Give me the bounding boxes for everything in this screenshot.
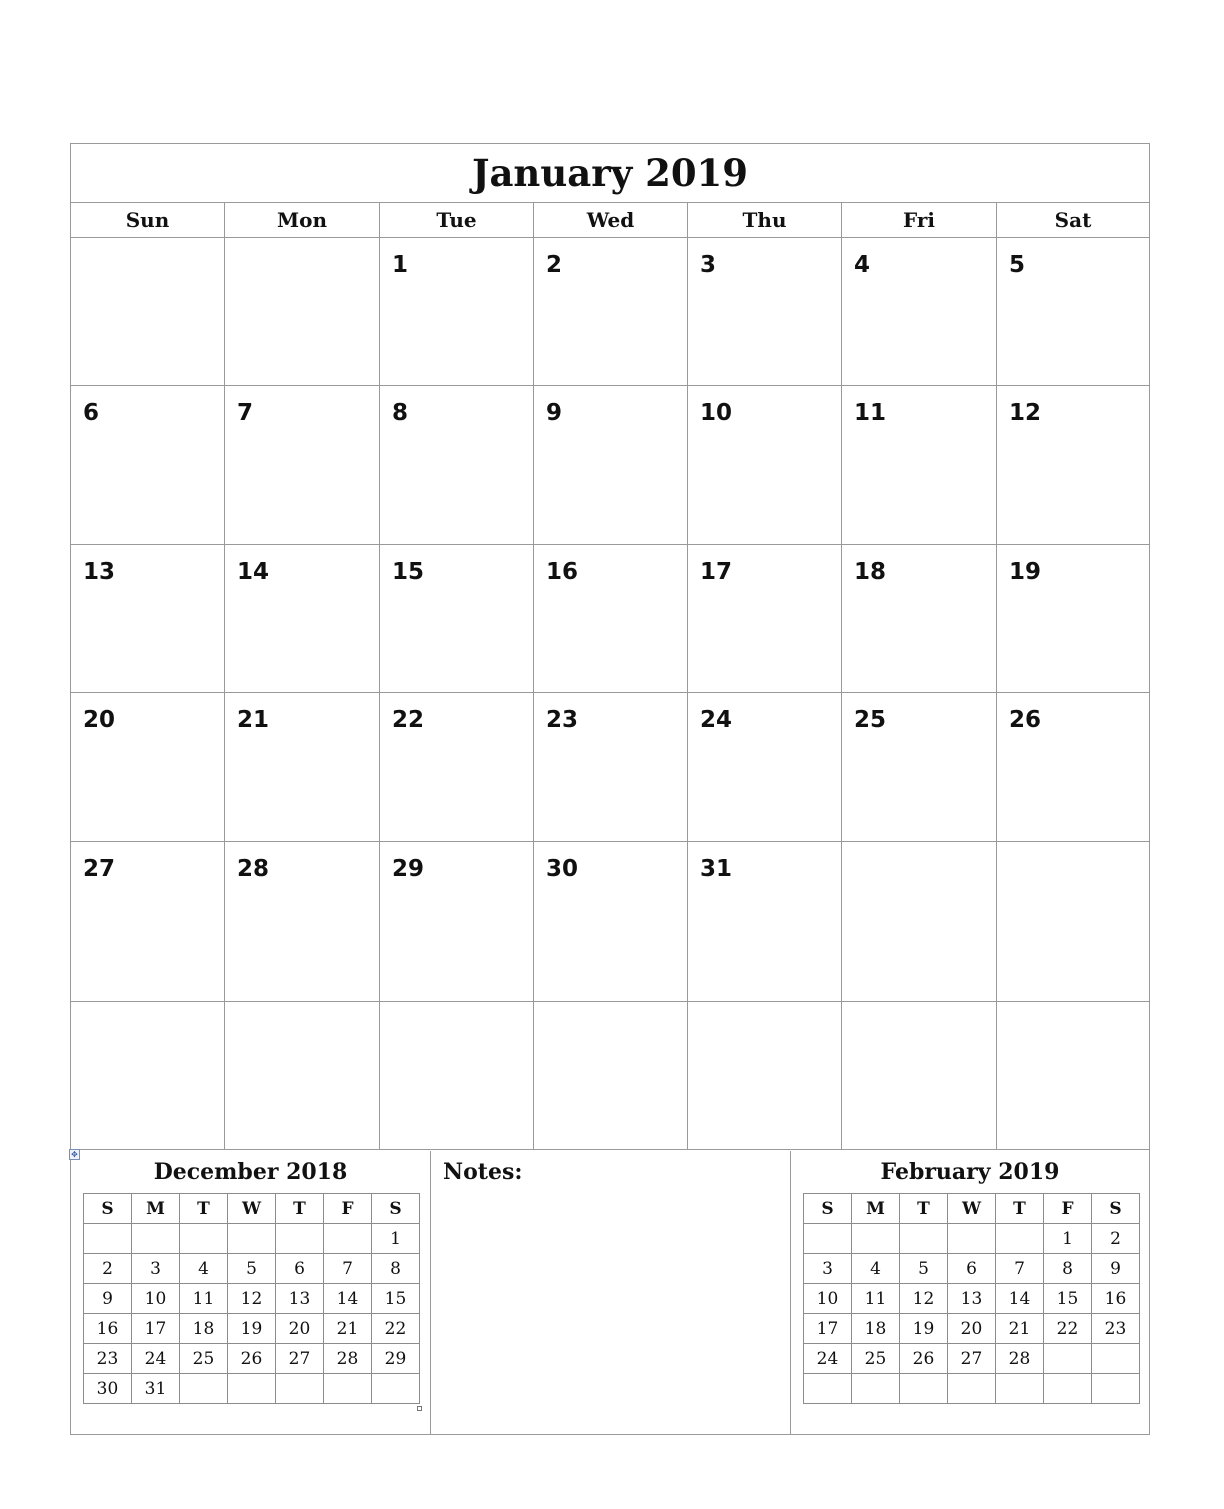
day-cell[interactable] — [225, 693, 380, 841]
day-number: 24 — [700, 707, 733, 733]
weekday-header: Fri — [842, 203, 997, 237]
mini-day-cell — [276, 1224, 324, 1254]
next-month-table — [803, 1193, 1140, 1404]
day-number: 30 — [546, 856, 579, 882]
calendar-title: January 2019 — [71, 144, 1149, 203]
mini-weekday-header: T — [996, 1194, 1044, 1224]
day-number: 1 — [392, 252, 409, 278]
day-number: 20 — [83, 707, 116, 733]
day-number: 5 — [1009, 252, 1026, 278]
day-cell[interactable] — [534, 693, 688, 841]
mini-weekday-header: W — [228, 1194, 276, 1224]
mini-week-row — [804, 1374, 1140, 1404]
day-cell[interactable] — [688, 1002, 842, 1149]
mini-day-cell: 8 — [1044, 1254, 1092, 1284]
mini-day-cell: 2 — [84, 1254, 132, 1284]
table-resize-handle-icon[interactable] — [417, 1406, 422, 1411]
day-cell[interactable] — [842, 386, 997, 544]
mini-weekday-header: S — [1092, 1194, 1140, 1224]
mini-day-cell: 9 — [84, 1284, 132, 1314]
mini-day-cell: 3 — [804, 1254, 852, 1284]
day-number: 19 — [1009, 559, 1042, 585]
mini-day-cell: 13 — [276, 1284, 324, 1314]
mini-week-row — [84, 1374, 420, 1404]
mini-day-cell — [804, 1374, 852, 1404]
day-cell[interactable] — [225, 545, 380, 692]
day-number: 8 — [392, 400, 409, 426]
mini-day-cell: 26 — [900, 1344, 948, 1374]
mini-day-cell: 28 — [324, 1344, 372, 1374]
mini-week-row — [84, 1284, 420, 1314]
mini-day-cell — [852, 1224, 900, 1254]
mini-day-cell: 9 — [1092, 1254, 1140, 1284]
day-cell[interactable] — [842, 238, 997, 385]
day-cell[interactable] — [380, 545, 534, 692]
day-number: 11 — [854, 400, 887, 426]
mini-week-row — [804, 1284, 1140, 1314]
mini-day-cell: 28 — [996, 1344, 1044, 1374]
day-number: 16 — [546, 559, 579, 585]
mini-weekday-header: F — [1044, 1194, 1092, 1224]
mini-day-cell — [276, 1374, 324, 1404]
mini-day-cell: 25 — [852, 1344, 900, 1374]
day-cell[interactable] — [688, 238, 842, 385]
day-number: 31 — [700, 856, 733, 882]
day-cell[interactable] — [534, 1002, 688, 1149]
day-cell[interactable] — [997, 1002, 1149, 1149]
day-number: 15 — [392, 559, 425, 585]
day-cell[interactable] — [997, 693, 1149, 841]
mini-weekday-header: T — [900, 1194, 948, 1224]
table-move-handle-icon[interactable]: ✥ — [69, 1149, 80, 1160]
day-cell[interactable] — [534, 238, 688, 385]
mini-day-cell: 6 — [948, 1254, 996, 1284]
day-cell[interactable] — [842, 842, 997, 1001]
mini-day-cell: 30 — [84, 1374, 132, 1404]
mini-day-cell: 23 — [1092, 1314, 1140, 1344]
day-number: 29 — [392, 856, 425, 882]
month-calendar — [70, 143, 1150, 1435]
day-cell[interactable] — [534, 386, 688, 544]
day-cell[interactable] — [380, 693, 534, 841]
mini-day-cell: 18 — [852, 1314, 900, 1344]
bottom-section — [71, 1151, 1149, 1434]
weekday-header-row — [71, 203, 1149, 238]
mini-day-cell: 26 — [228, 1344, 276, 1374]
mini-day-cell — [948, 1374, 996, 1404]
mini-day-cell: 12 — [900, 1284, 948, 1314]
week-row — [71, 842, 1149, 1002]
week-row — [71, 386, 1149, 545]
mini-day-cell: 19 — [900, 1314, 948, 1344]
day-number: 27 — [83, 856, 116, 882]
mini-day-cell: 10 — [804, 1284, 852, 1314]
prev-month-table — [83, 1193, 420, 1404]
mini-day-cell — [996, 1374, 1044, 1404]
mini-day-cell — [1044, 1374, 1092, 1404]
mini-day-cell — [1092, 1344, 1140, 1374]
week-row — [71, 545, 1149, 693]
mini-weekday-header: T — [180, 1194, 228, 1224]
mini-day-cell — [324, 1224, 372, 1254]
mini-weekday-header: T — [276, 1194, 324, 1224]
mini-day-cell: 17 — [132, 1314, 180, 1344]
mini-day-cell: 13 — [948, 1284, 996, 1314]
mini-day-cell: 17 — [804, 1314, 852, 1344]
mini-day-cell: 1 — [1044, 1224, 1092, 1254]
mini-day-cell: 11 — [852, 1284, 900, 1314]
mini-day-cell: 31 — [132, 1374, 180, 1404]
mini-day-cell: 21 — [324, 1314, 372, 1344]
mini-day-cell: 25 — [180, 1344, 228, 1374]
mini-day-cell: 15 — [372, 1284, 420, 1314]
day-number: 6 — [83, 400, 100, 426]
mini-day-cell: 27 — [276, 1344, 324, 1374]
mini-day-cell: 23 — [84, 1344, 132, 1374]
day-cell[interactable] — [997, 545, 1149, 692]
mini-day-cell — [228, 1224, 276, 1254]
weekday-header: Sun — [71, 203, 225, 237]
mini-week-row — [84, 1314, 420, 1344]
weekday-header: Mon — [225, 203, 380, 237]
mini-day-cell: 14 — [324, 1284, 372, 1314]
day-number: 10 — [700, 400, 733, 426]
weekday-header: Tue — [380, 203, 534, 237]
weekday-header: Thu — [688, 203, 842, 237]
mini-day-cell — [996, 1224, 1044, 1254]
week-row — [71, 1002, 1149, 1150]
mini-day-cell: 16 — [1092, 1284, 1140, 1314]
day-number: 26 — [1009, 707, 1042, 733]
day-cell[interactable] — [534, 545, 688, 692]
mini-weekday-header: S — [84, 1194, 132, 1224]
mini-day-cell: 5 — [900, 1254, 948, 1284]
mini-weekday-header: M — [852, 1194, 900, 1224]
mini-day-cell — [948, 1224, 996, 1254]
day-number: 14 — [237, 559, 270, 585]
weekday-header: Wed — [534, 203, 688, 237]
mini-weekday-row — [804, 1194, 1140, 1224]
prev-month-title: December 2018 — [153, 1159, 348, 1185]
mini-week-row — [804, 1254, 1140, 1284]
day-cell[interactable] — [688, 693, 842, 841]
mini-day-cell — [372, 1374, 420, 1404]
mini-day-cell: 22 — [372, 1314, 420, 1344]
mini-weekday-header: S — [372, 1194, 420, 1224]
day-number: 23 — [546, 707, 579, 733]
mini-day-cell: 15 — [1044, 1284, 1092, 1314]
day-cell[interactable] — [842, 1002, 997, 1149]
day-cell[interactable] — [71, 1002, 225, 1149]
mini-day-cell — [324, 1374, 372, 1404]
day-grid — [71, 238, 1149, 1150]
mini-day-cell: 11 — [180, 1284, 228, 1314]
mini-day-cell: 4 — [180, 1254, 228, 1284]
day-number: 25 — [854, 707, 887, 733]
mini-weekday-header: F — [324, 1194, 372, 1224]
mini-week-row — [804, 1224, 1140, 1254]
mini-day-cell: 27 — [948, 1344, 996, 1374]
mini-day-cell: 1 — [372, 1224, 420, 1254]
day-number: 28 — [237, 856, 270, 882]
week-row — [71, 693, 1149, 842]
week-row — [71, 238, 1149, 386]
day-number: 4 — [854, 252, 871, 278]
mini-day-cell — [180, 1224, 228, 1254]
mini-day-cell: 16 — [84, 1314, 132, 1344]
day-cell[interactable] — [380, 842, 534, 1001]
mini-day-cell — [84, 1224, 132, 1254]
notes-panel[interactable] — [431, 1151, 791, 1434]
day-number: 9 — [546, 400, 563, 426]
mini-day-cell — [900, 1374, 948, 1404]
notes-label: Notes: — [443, 1159, 523, 1185]
day-cell[interactable] — [71, 693, 225, 841]
mini-day-cell: 3 — [132, 1254, 180, 1284]
day-cell[interactable] — [688, 386, 842, 544]
day-cell[interactable] — [225, 1002, 380, 1149]
day-cell[interactable] — [997, 842, 1149, 1001]
mini-day-cell: 14 — [996, 1284, 1044, 1314]
mini-weekday-row — [84, 1194, 420, 1224]
mini-day-cell: 20 — [276, 1314, 324, 1344]
mini-day-cell — [1092, 1374, 1140, 1404]
day-cell[interactable] — [380, 1002, 534, 1149]
day-number: 12 — [1009, 400, 1042, 426]
day-cell[interactable] — [380, 386, 534, 544]
mini-weekday-header: S — [804, 1194, 852, 1224]
mini-week-row — [84, 1254, 420, 1284]
mini-week-row — [804, 1314, 1140, 1344]
day-cell[interactable] — [997, 386, 1149, 544]
mini-day-cell — [1044, 1344, 1092, 1374]
mini-week-row — [84, 1224, 420, 1254]
day-cell[interactable] — [71, 238, 225, 385]
mini-day-cell: 8 — [372, 1254, 420, 1284]
day-cell[interactable] — [225, 238, 380, 385]
day-cell[interactable] — [71, 545, 225, 692]
day-number: 18 — [854, 559, 887, 585]
mini-day-cell — [180, 1374, 228, 1404]
day-number: 21 — [237, 707, 270, 733]
mini-day-cell: 21 — [996, 1314, 1044, 1344]
mini-day-cell: 12 — [228, 1284, 276, 1314]
mini-day-cell: 4 — [852, 1254, 900, 1284]
day-cell[interactable] — [688, 545, 842, 692]
mini-day-cell: 7 — [324, 1254, 372, 1284]
mini-day-cell: 24 — [804, 1344, 852, 1374]
mini-day-cell: 20 — [948, 1314, 996, 1344]
prev-month-panel — [71, 1151, 431, 1434]
mini-day-cell: 24 — [132, 1344, 180, 1374]
mini-week-row — [84, 1344, 420, 1374]
mini-day-cell: 10 — [132, 1284, 180, 1314]
mini-day-cell: 29 — [372, 1344, 420, 1374]
day-cell[interactable] — [225, 842, 380, 1001]
mini-day-cell: 6 — [276, 1254, 324, 1284]
mini-day-cell: 19 — [228, 1314, 276, 1344]
day-cell[interactable] — [997, 238, 1149, 385]
day-cell[interactable] — [225, 386, 380, 544]
mini-day-cell — [228, 1374, 276, 1404]
day-cell[interactable] — [71, 842, 225, 1001]
day-cell[interactable] — [842, 693, 997, 841]
day-number: 17 — [700, 559, 733, 585]
day-cell[interactable] — [688, 842, 842, 1001]
mini-day-cell: 7 — [996, 1254, 1044, 1284]
mini-day-cell — [900, 1224, 948, 1254]
mini-day-cell — [132, 1224, 180, 1254]
day-number: 22 — [392, 707, 425, 733]
mini-day-cell: 22 — [1044, 1314, 1092, 1344]
day-cell[interactable] — [534, 842, 688, 1001]
mini-day-cell: 5 — [228, 1254, 276, 1284]
day-number: 2 — [546, 252, 563, 278]
day-number: 3 — [700, 252, 717, 278]
mini-day-cell — [852, 1374, 900, 1404]
next-month-panel — [791, 1151, 1149, 1434]
weekday-header: Sat — [1054, 208, 1092, 232]
day-cell[interactable] — [71, 386, 225, 544]
mini-day-cell — [804, 1224, 852, 1254]
mini-weekday-header: M — [132, 1194, 180, 1224]
day-cell[interactable] — [842, 545, 997, 692]
day-cell[interactable] — [380, 238, 534, 385]
day-number: 7 — [237, 400, 254, 426]
mini-weekday-header: W — [948, 1194, 996, 1224]
day-number: 13 — [83, 559, 116, 585]
mini-day-cell: 2 — [1092, 1224, 1140, 1254]
mini-week-row — [804, 1344, 1140, 1374]
mini-day-cell: 18 — [180, 1314, 228, 1344]
next-month-title: February 2019 — [880, 1159, 1060, 1185]
